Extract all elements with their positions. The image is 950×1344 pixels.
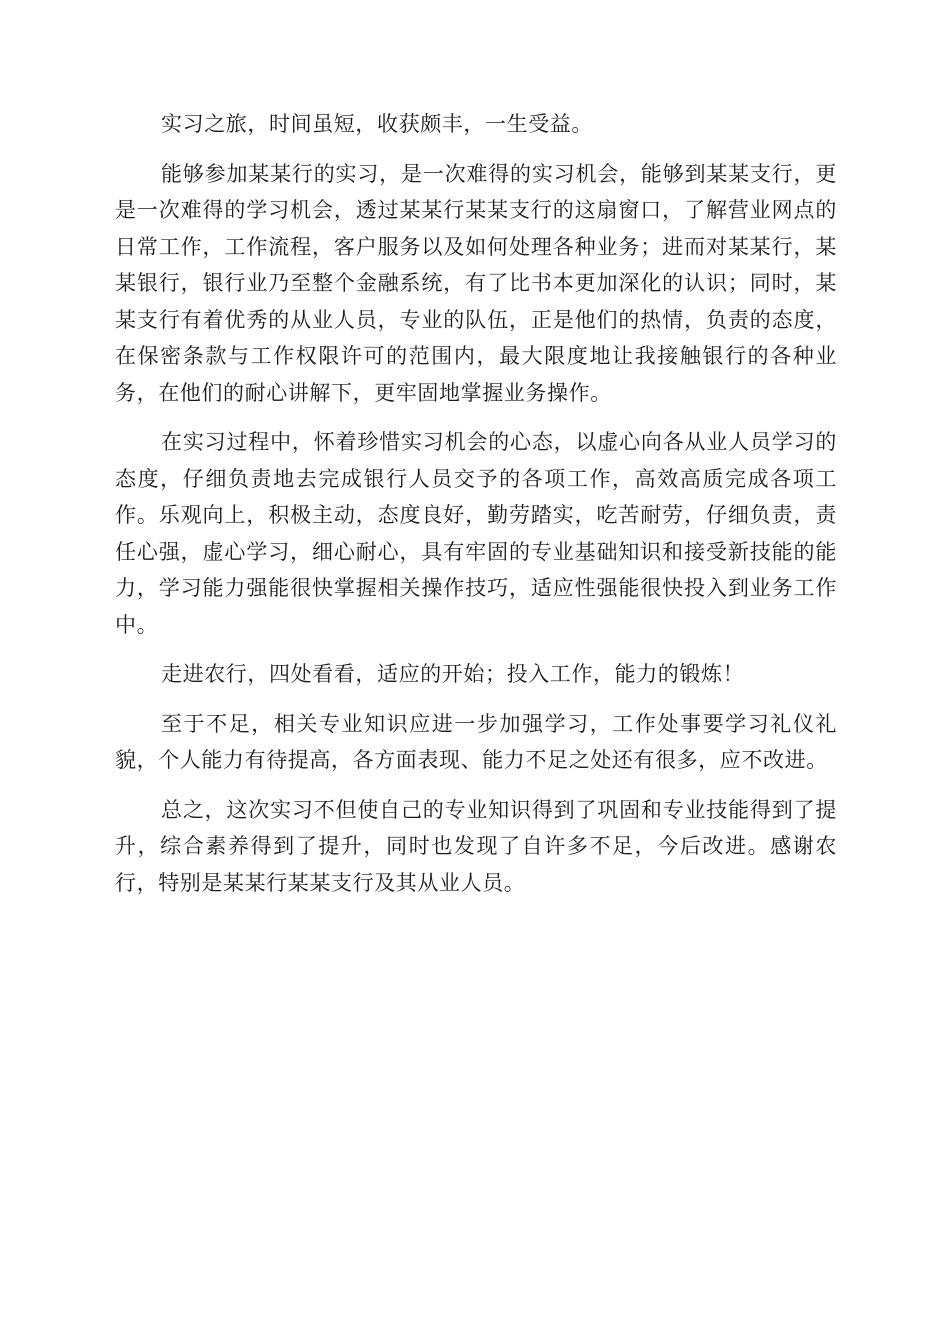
document-body [115,106,837,914]
paragraph-6: 总之，这次实习不但使自己的专业知识得到了巩固和专业技能得到了提升，综合素养得到了提升，同时也发现了自许多不足，今后改进。感谢农行，特别是某某行某某支行及其从业人员。 [115,797,837,895]
paragraph-4: 走进农行，四处看看，适应的开始；投入工作，能力的锻炼！ [161,662,745,686]
paragraph-1: 实习之旅，时间虽短，收获颇丰，一生受益。 [161,112,593,136]
paragraph-3: 在实习过程中，怀着珍惜实习机会的心态，以虚心向各从业人员学习的态度，仔细负责地去完成银行人员交予的各项工作，高效高质完成各项工作。乐观向上，积极主动，态度良好，勤劳踏实，吃苦耐劳，仔细负责，责任心强，虚心学习，细心耐心，具有牢固的专业基础知识和接受新技能的能力，学习能力强能很快掌握相关操作技巧，适应性强能很快投入到业务工作中。 [115,430,837,637]
paragraph-5: 至于不足，相关专业知识应进一步加强学习，工作处事要学习礼仪礼貌，个人能力有待提高，各方面表现、能力不足之处还有很多，应不改进。 [115,711,837,772]
paragraph-2: 能够参加某某行的实习，是一次难得的实习机会，能够到某某支行，更是一次难得的学习机会，透过某某行某某支行的这扇窗口，了解营业网点的日常工作，工作流程，客户服务以及如何处理各种业务；进而对某某行，某某银行，银行业乃至整个金融系统，有了比书本更加深化的认识；同时，某某支行有着优秀的从业人员，专业的队伍，正是他们的热情，负责的态度，在保密条款与工作权限许可的范围内，最大限度地让我接触银行的各种业务，在他们的耐心讲解下，更牢固地掌握业务操作。 [115,161,837,405]
